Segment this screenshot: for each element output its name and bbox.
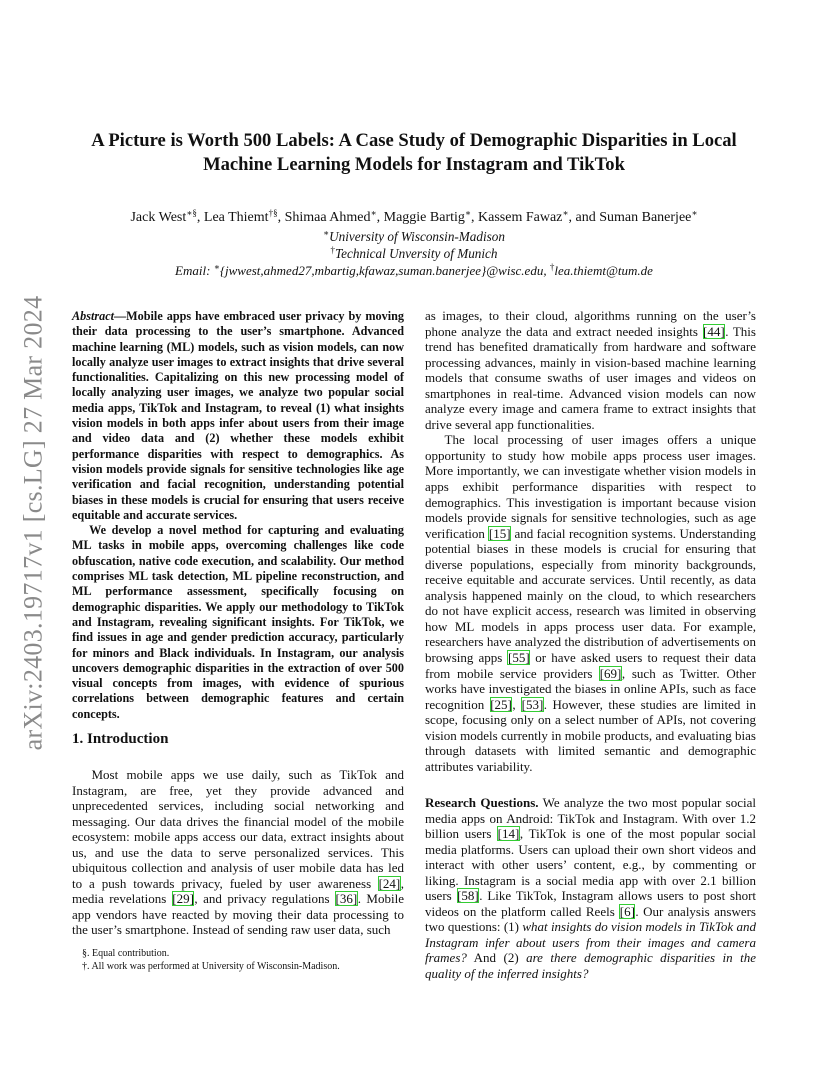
- citation-link[interactable]: [6]: [619, 903, 635, 919]
- research-questions-paragraph: [425, 795, 756, 982]
- author: Shimaa Ahmed: [284, 210, 371, 225]
- research-questions-label: Research Questions.: [425, 795, 539, 810]
- abstract-label: Abstract: [72, 309, 114, 323]
- research-question-2: are there demographic disparities in the quality of the inferred insights?: [425, 950, 756, 982]
- paragraph: as images, to their cloud, algorithms running on the user’s phone analyze the data and extract needed insights [44]. This trend has benefited dramatically from hardware and software processing advances, mainly in vision-based machine learning models that consume swaths of user images and videos on smartphones in real-time. Advanced vision models can now analyze every image and camera frame to extract insights that drive several app functionalities.: [425, 308, 756, 432]
- affiliation-mark: †: [330, 245, 335, 255]
- abstract-paragraph-1: [72, 309, 404, 523]
- footnotes: [72, 947, 404, 973]
- author-mark: ∗: [562, 208, 569, 218]
- title-line-2: Machine Learning Models for Instagram and TikTok: [203, 154, 625, 175]
- footnote-2: †. All work was performed at University of Wisconsin-Madison.: [82, 961, 340, 972]
- author: Lea Thiemt: [203, 210, 269, 225]
- citation-link[interactable]: [29]: [172, 891, 194, 907]
- arxiv-identifier-text: arXiv:2403.19717v1 [cs.LG] 27 Mar 2024: [18, 295, 47, 750]
- author: Maggie Bartig: [383, 210, 465, 225]
- abstract-paragraph-2: We develop a novel method for capturing and evaluating ML tasks in mobile apps, overcoming challenges like code obfuscation, native code execution, and scalability. Our method comprises ML task detection, ML pipeline reconstruction, and ML performance assessment, specifically focusing on demographic disparities. We apply our methodology to TikTok and Instagram, revealing significant insights. For TikTok, we find issues in age and gender prediction accuracy, particularly for minors and Black individuals. In Instagram, our analysis uncovers demographic disparities in the extraction of over 500 visual concepts from images, with evidence of spurious correlations between demographic features and certain concepts.: [72, 523, 404, 721]
- email-addresses: {jwwest,ahmed27,mbartig,kfawaz,suman.banerjee}@wisc.edu,: [219, 263, 550, 278]
- affiliation-2: [60, 245, 768, 263]
- abstract: [72, 309, 404, 722]
- email-address: lea.thiemt@tum.de: [554, 263, 653, 278]
- author-list: Jack West∗§, Lea Thiemt†§, Shimaa Ahmed∗, Maggie Bartig∗, Kassem Fawaz∗, and Suman Banerjee∗: [130, 208, 698, 225]
- affiliation-text: Technical Unversity of Munich: [335, 246, 498, 261]
- title-line-1: A Picture is Worth 500 Labels: A Case Study of Demographic Disparities in Local: [91, 130, 737, 151]
- author-mark: ∗: [370, 208, 377, 218]
- paper-title: [60, 129, 768, 177]
- citation-link[interactable]: [69]: [599, 665, 622, 681]
- affiliation-mark: ∗: [323, 228, 330, 238]
- research-question-1: what insights do vision models in TikTok and Instagram infer about users from their images and camera frames?: [425, 919, 756, 966]
- email-line: [60, 262, 768, 280]
- author: Suman Banerjee: [599, 210, 692, 225]
- citation-link[interactable]: [58]: [457, 888, 479, 904]
- email-prefix: Email:: [175, 263, 214, 278]
- affiliation-1: [60, 228, 768, 246]
- citation-link[interactable]: [24]: [378, 875, 401, 891]
- email-mark: ∗: [213, 262, 220, 272]
- paragraph: Research Questions. We analyze the two most popular social media apps on Android: TikTok and Instagram. With over 1.2 billion users [14], TikTok is one of the most popular social media platforms. Users can upload their own short videos and interact with other users’ content, e.g., by commenting or liking. Instagram is a social media app with over 2.1 billion users [58]. Like TikTok, Instagram allows users to post short videos on the platform called Reels [6]. Our analysis answers two questions: (1) what insights do vision models in TikTok and Instagram infer about users from their images and camera frames? And (2) are there demographic disparities in the quality of the inferred insights?: [425, 795, 757, 982]
- citation-link[interactable]: [15]: [488, 525, 511, 541]
- citation-link[interactable]: [53]: [521, 696, 544, 712]
- arxiv-identifier: [18, 285, 48, 760]
- paragraph: The local processing of user images offers a unique opportunity to study how mobile apps process user images. More importantly, we can investigate whether vision models in apps exhibit performance disparities with respect to demographics. This investigation is important because vision models provide signals for sensitive technologies, such as age verification [15] and facial recognition systems. Understanding potential biases in these models is crucial for ensuring that diverse populations, especially from minority backgrounds, receive equitable and accurate services. Until recently, as data analysis happened mainly on the cloud, to which researchers do not have explicit access, research was limited in observing how ML models in apps process user data. For example, researchers have analyzed the distribution of advertisements on browsing apps [55] or have asked users to request their data from mobile service providers [69], such as Twitter. Other works have investigated the biases in online APIs, such as face recognition [25], [53]. However, these studies are limited in scope, focusing only on a select number of APIs, not covering vision models currently in mobile products, and evaluating bias through datasets with limited semantic and demographic attributes variability.: [425, 432, 757, 774]
- author-mark: †§: [268, 208, 278, 218]
- author: Kassem Fawaz: [478, 210, 563, 225]
- right-column-text: [425, 308, 756, 774]
- citation-link[interactable]: [36]: [335, 891, 358, 907]
- affiliation-text: University of Wisconsin-Madison: [329, 229, 505, 244]
- citation-link[interactable]: [14]: [497, 826, 520, 842]
- author-mark: ∗: [464, 208, 472, 218]
- citation-link[interactable]: [44]: [703, 323, 725, 339]
- section-heading-introduction: 1. Introduction: [72, 731, 169, 747]
- footnote-1: §. Equal contribution.: [82, 948, 170, 959]
- citation-link[interactable]: [55]: [507, 650, 530, 666]
- email-mark: †: [549, 262, 555, 272]
- paragraph: Most mobile apps we use daily, such as TikTok and Instagram, are free, yet they provide advanced and unprecedented services, including social networking and messaging. Our data drives the financial model of the mobile ecosystem: mobile apps access our data, extract insights about us, and use the data to serve personalized services. This ubiquitous collection and analysis of user mobile data has led to a push towards privacy, fueled by user awareness [24], media revelations [29], and privacy regulations [36]. Mobile app vendors have reacted by moving their data processing to the user’s smartphone. Instead of sending raw user data, such: [72, 767, 404, 938]
- introduction-paragraph: [72, 767, 404, 938]
- author: Jack West: [130, 210, 187, 225]
- author-mark: ∗§: [186, 208, 197, 218]
- author-mark: ∗: [691, 208, 698, 218]
- citation-link[interactable]: [25]: [490, 696, 512, 712]
- abstract-text: —Mobile apps have embraced user privacy by moving their data processing to the user’s smartphone. Advanced machine learning (ML) models, such as vision models, can now locally analyze user images to extract insights that drive several functionalities. Capitalizing on this new processing model of locally analyzing user images, we analyze two popular social media apps, TikTok and Instagram, to reveal (1) what insights vision models in both apps infer about users from their image and video data and (2) whether these models exhibit performance disparities with respect to demographics. As vision models provide signals for sensitive technologies like age verification and facial recognition, understanding potential biases in these models is crucial for ensuring that users receive equitable and accurate services.: [72, 309, 404, 522]
